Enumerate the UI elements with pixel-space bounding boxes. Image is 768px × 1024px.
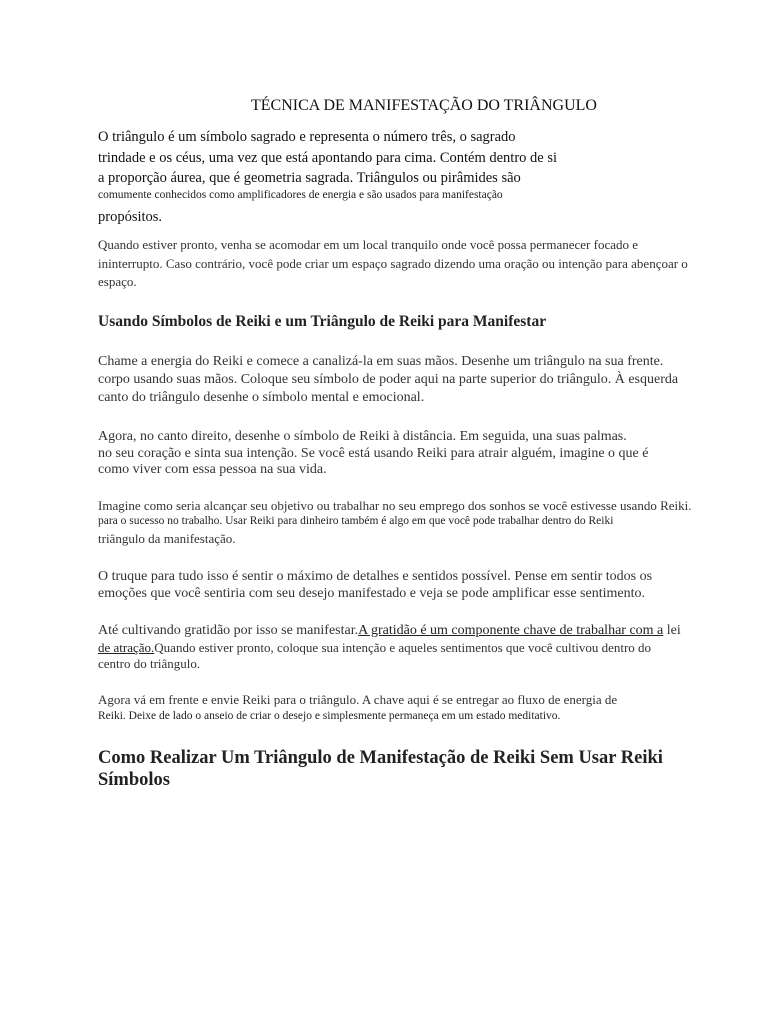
paragraph-4-line-3: como viver com essa pessoa na sua vida. bbox=[98, 462, 327, 477]
paragraph-5-line-3: triângulo da manifestação. bbox=[98, 531, 236, 546]
paragraph-2-line-2: ininterrupto. Caso contrário, você pode criar um espaço sagrado dizendo uma oração ou intenção para abençoar o bbox=[98, 256, 688, 271]
intro-line-1: O triângulo é um símbolo sagrado e representa o número três, o sagrado bbox=[98, 129, 516, 145]
paragraph-8-line-2: Reiki. Deixe de lado o anseio de criar o desejo e simplesmente permaneça em um estado meditativo. bbox=[98, 710, 561, 722]
paragraph-3-line-2: corpo usando suas mãos. Coloque seu símbolo de poder aqui na parte superior do triângulo. À esquerda bbox=[98, 372, 679, 387]
paragraph-7-line-1 bbox=[98, 623, 681, 639]
law-of-attraction-link[interactable]: de atração. bbox=[98, 640, 155, 655]
intro-line-2: trindade e os céus, uma vez que está apontando para cima. Contém dentro de si bbox=[98, 150, 558, 166]
paragraph-4-line-2: no seu coração e sinta sua intenção. Se você está usando Reiki para atrair alguém, imagine o que é bbox=[98, 446, 649, 461]
paragraph-7-line-3: centro do triângulo. bbox=[98, 656, 201, 671]
paragraph-3-line-1: Chame a energia do Reiki e comece a canalizá-la em suas mãos. Desenhe um triângulo na sua frente. bbox=[98, 354, 664, 369]
section-heading: Usando Símbolos de Reiki e um Triângulo de Reiki para Manifestar bbox=[98, 313, 547, 330]
main-heading-line-1: Como Realizar Um Triângulo de Manifestação de Reiki Sem Usar Reiki bbox=[98, 748, 663, 768]
paragraph-3-line-3: canto do triângulo desenhe o símbolo mental e emocional. bbox=[98, 390, 425, 405]
paragraph-7-text-a: Até cultivando gratidão por isso se manifestar. bbox=[98, 623, 359, 638]
paragraph-7-line-2 bbox=[98, 640, 651, 656]
paragraph-7-text-b: lei bbox=[663, 623, 681, 638]
paragraph-6-line-2: emoções que você sentiria com seu desejo manifestado e veja se pode amplificar esse sentimento. bbox=[98, 586, 645, 601]
paragraph-6-line-1: O truque para tudo isso é sentir o máximo de detalhes e sentidos possível. Pense em sentir todos os bbox=[98, 569, 653, 584]
paragraph-4-line-1: Agora, no canto direito, desenhe o símbolo de Reiki à distância. Em seguida, una suas palmas. bbox=[98, 429, 627, 444]
intro-line-3: a proporção áurea, que é geometria sagrada. Triângulos ou pirâmides são bbox=[98, 170, 521, 186]
paragraph-5-line-1: Imagine como seria alcançar seu objetivo ou trabalhar no seu emprego dos sonhos se você estivesse usando Reiki. bbox=[98, 498, 692, 513]
intro-line-4: comumente conhecidos como amplificadores de energia e são usados para manifestação bbox=[98, 189, 503, 201]
main-heading-line-2: Símbolos bbox=[98, 770, 170, 790]
paragraph-5-line-2: para o sucesso no trabalho. Usar Reiki para dinheiro também é algo em que você pode trabalhar dentro do Reiki bbox=[98, 515, 614, 527]
paragraph-2-line-3: espaço. bbox=[98, 274, 137, 289]
intro-line-5: propósitos. bbox=[98, 209, 163, 225]
document-title: TÉCNICA DE MANIFESTAÇÃO DO TRIÂNGULO bbox=[251, 97, 597, 114]
gratitude-link[interactable]: A gratidão é um componente chave de trabalhar com a bbox=[358, 623, 664, 638]
paragraph-7-text-c: Quando estiver pronto, coloque sua intenção e aqueles sentimentos que você cultivou dentro do bbox=[154, 640, 652, 655]
paragraph-2-line-1: Quando estiver pronto, venha se acomodar em um local tranquilo onde você possa permanecer focado e bbox=[98, 237, 639, 252]
paragraph-8-line-1: Agora vá em frente e envie Reiki para o triângulo. A chave aqui é se entregar ao fluxo de energia de bbox=[98, 692, 618, 707]
